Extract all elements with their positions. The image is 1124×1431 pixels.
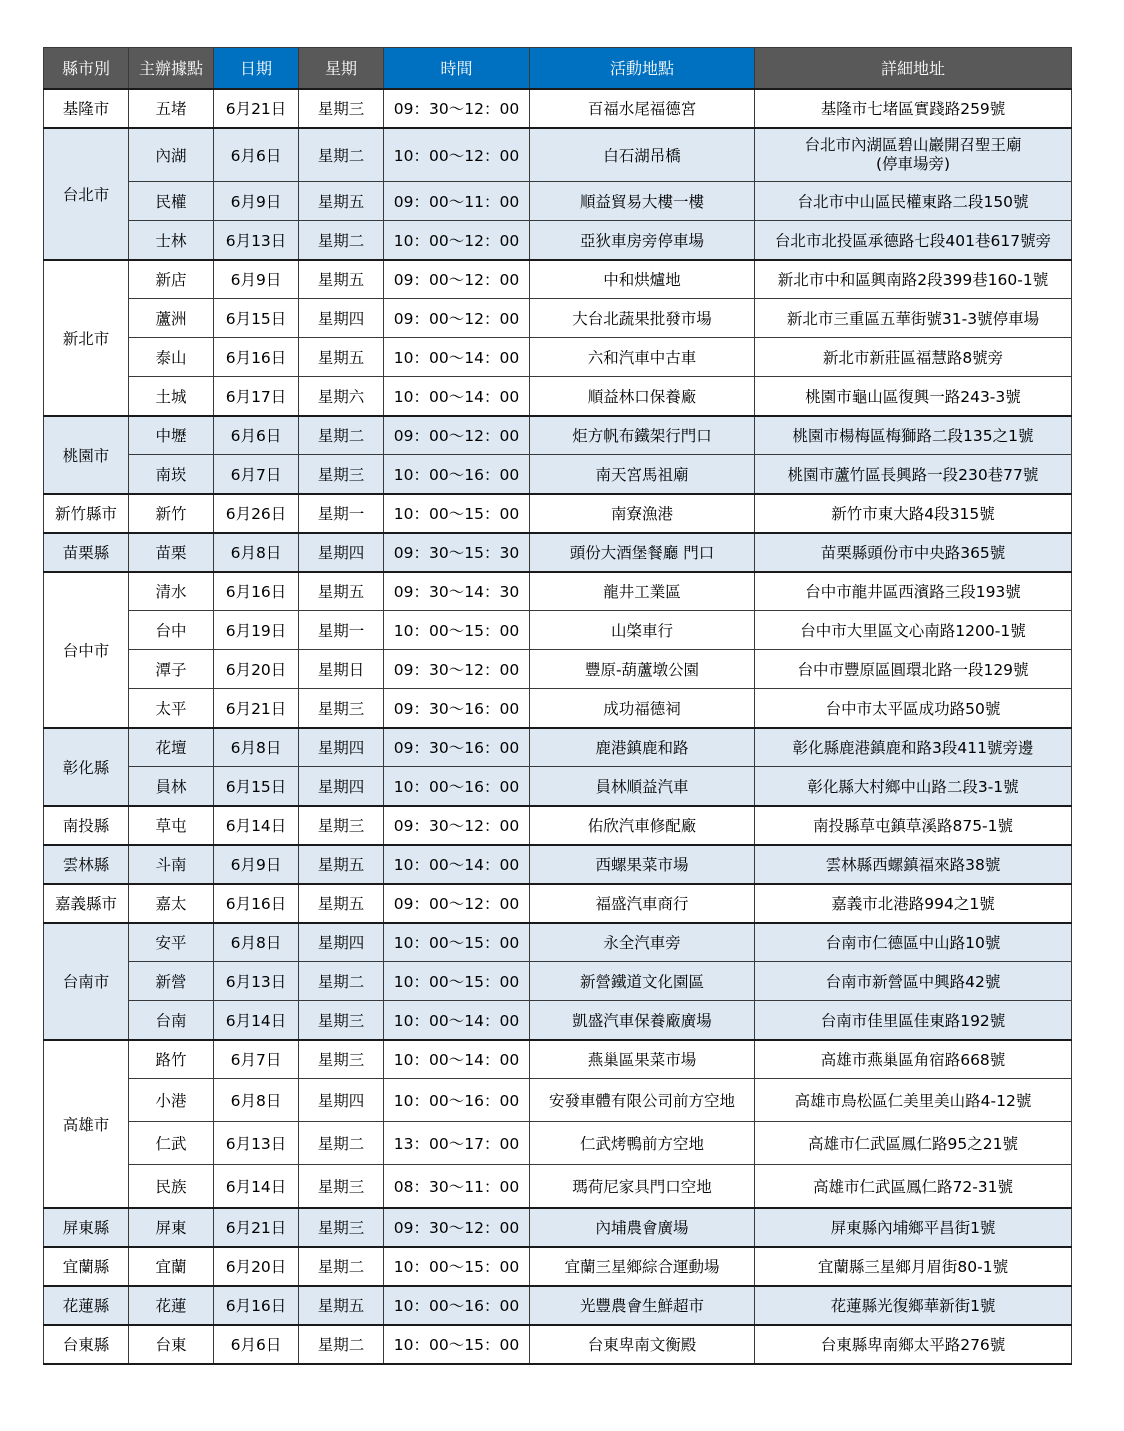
address-cell: 台東縣卑南鄉太平路276號 (755, 1325, 1072, 1364)
address-cell: 新北市三重區五華街號31-3號停車場 (755, 299, 1072, 338)
place-cell: 瑪荷尼家具門口空地 (530, 1165, 755, 1208)
table-row (44, 767, 1072, 806)
time-cell: 10：00～15：00 (384, 962, 530, 1001)
time-cell: 09：00～12：00 (384, 416, 530, 455)
place-cell: 炬方帆布鐵架行門口 (530, 416, 755, 455)
date-cell: 6月6日 (214, 1325, 299, 1364)
address-cell: 新竹市東大路4段315號 (755, 494, 1072, 533)
time-cell: 10：00～15：00 (384, 494, 530, 533)
weekday-cell: 星期五 (299, 260, 384, 299)
time-cell: 10：00～16：00 (384, 1079, 530, 1122)
table-row (44, 1040, 1072, 1079)
date-cell: 6月17日 (214, 377, 299, 416)
table-row (44, 221, 1072, 260)
weekday-cell: 星期二 (299, 221, 384, 260)
weekday-cell: 星期四 (299, 299, 384, 338)
table-row (44, 884, 1072, 923)
address-cell: 高雄市鳥松區仁美里美山路4-12號 (755, 1079, 1072, 1122)
header-time: 時間 (384, 48, 530, 89)
site-cell: 員林 (129, 767, 214, 806)
site-cell: 台中 (129, 611, 214, 650)
address-cell: 高雄市燕巢區角宿路668號 (755, 1040, 1072, 1079)
city-cell: 新北市 (44, 260, 129, 416)
weekday-cell: 星期日 (299, 650, 384, 689)
site-cell: 新營 (129, 962, 214, 1001)
table-row (44, 689, 1072, 728)
table-row (44, 1165, 1072, 1208)
city-cell: 雲林縣 (44, 845, 129, 884)
site-cell: 屏東 (129, 1208, 214, 1247)
weekday-cell: 星期二 (299, 416, 384, 455)
date-cell: 6月20日 (214, 1247, 299, 1286)
place-cell: 光豐農會生鮮超市 (530, 1286, 755, 1325)
table-row (44, 1079, 1072, 1122)
date-cell: 6月14日 (214, 806, 299, 845)
time-cell: 09：00～12：00 (384, 260, 530, 299)
site-cell: 潭子 (129, 650, 214, 689)
weekday-cell: 星期四 (299, 1079, 384, 1122)
place-cell: 龍井工業區 (530, 572, 755, 611)
date-cell: 6月13日 (214, 221, 299, 260)
date-cell: 6月9日 (214, 845, 299, 884)
weekday-cell: 星期六 (299, 377, 384, 416)
date-cell: 6月16日 (214, 338, 299, 377)
table-row (44, 416, 1072, 455)
weekday-cell: 星期三 (299, 1165, 384, 1208)
date-cell: 6月15日 (214, 767, 299, 806)
time-cell: 10：00～12：00 (384, 221, 530, 260)
weekday-cell: 星期四 (299, 533, 384, 572)
city-cell: 花蓮縣 (44, 1286, 129, 1325)
place-cell: 六和汽車中古車 (530, 338, 755, 377)
time-cell: 10：00～14：00 (384, 338, 530, 377)
header-date: 日期 (214, 48, 299, 89)
place-cell: 山棨車行 (530, 611, 755, 650)
header-address: 詳細地址 (755, 48, 1072, 89)
address-cell: 台中市大里區文心南路1200-1號 (755, 611, 1072, 650)
site-cell: 南崁 (129, 455, 214, 494)
table-row (44, 533, 1072, 572)
city-cell: 屏東縣 (44, 1208, 129, 1247)
weekday-cell: 星期二 (299, 1247, 384, 1286)
site-cell: 小港 (129, 1079, 214, 1122)
city-cell: 南投縣 (44, 806, 129, 845)
place-cell: 南天宮馬祖廟 (530, 455, 755, 494)
site-cell: 土城 (129, 377, 214, 416)
time-cell: 09：30～12：00 (384, 89, 530, 128)
site-cell: 新竹 (129, 494, 214, 533)
table-row (44, 611, 1072, 650)
weekday-cell: 星期三 (299, 689, 384, 728)
site-cell: 花壇 (129, 728, 214, 767)
city-cell: 台中市 (44, 572, 129, 728)
time-cell: 09：30～16：00 (384, 728, 530, 767)
time-cell: 09：30～12：00 (384, 1208, 530, 1247)
weekday-cell: 星期二 (299, 128, 384, 182)
site-cell: 士林 (129, 221, 214, 260)
date-cell: 6月6日 (214, 128, 299, 182)
address-cell: 雲林縣西螺鎮福來路38號 (755, 845, 1072, 884)
address-cell: 屏東縣內埔鄉平昌街1號 (755, 1208, 1072, 1247)
city-cell: 嘉義縣市 (44, 884, 129, 923)
header-row (44, 48, 1072, 89)
time-cell: 09：00～11：00 (384, 182, 530, 221)
table-row (44, 923, 1072, 962)
date-cell: 6月9日 (214, 182, 299, 221)
place-cell: 內埔農會廣場 (530, 1208, 755, 1247)
table-row (44, 1286, 1072, 1325)
place-cell: 亞狄車房旁停車場 (530, 221, 755, 260)
time-cell: 09：30～16：00 (384, 689, 530, 728)
date-cell: 6月26日 (214, 494, 299, 533)
time-cell: 09：30～15：30 (384, 533, 530, 572)
city-cell: 基隆市 (44, 89, 129, 128)
place-cell: 安發車體有限公司前方空地 (530, 1079, 755, 1122)
table-row (44, 572, 1072, 611)
date-cell: 6月7日 (214, 1040, 299, 1079)
event-schedule-table (43, 47, 1072, 1365)
time-cell: 10：00～14：00 (384, 845, 530, 884)
address-cell: 台南市新營區中興路42號 (755, 962, 1072, 1001)
place-cell: 大台北蔬果批發市場 (530, 299, 755, 338)
weekday-cell: 星期三 (299, 1040, 384, 1079)
time-cell: 10：00～16：00 (384, 1286, 530, 1325)
address-cell: 基隆市七堵區實踐路259號 (755, 89, 1072, 128)
date-cell: 6月16日 (214, 884, 299, 923)
table-row (44, 1208, 1072, 1247)
address-cell: 台北市中山區民權東路二段150號 (755, 182, 1072, 221)
weekday-cell: 星期三 (299, 1208, 384, 1247)
address-cell: 南投縣草屯鎮草溪路875-1號 (755, 806, 1072, 845)
city-cell: 高雄市 (44, 1040, 129, 1208)
address-cell: 台中市龍井區西濱路三段193號 (755, 572, 1072, 611)
weekday-cell: 星期五 (299, 572, 384, 611)
site-cell: 台東 (129, 1325, 214, 1364)
weekday-cell: 星期四 (299, 767, 384, 806)
weekday-cell: 星期四 (299, 728, 384, 767)
time-cell: 10：00～14：00 (384, 1040, 530, 1079)
table-row (44, 1325, 1072, 1364)
place-cell: 凱盛汽車保養廠廣場 (530, 1001, 755, 1040)
time-cell: 10：00～15：00 (384, 1247, 530, 1286)
city-cell: 台東縣 (44, 1325, 129, 1364)
address-cell: 台南市仁德區中山路10號 (755, 923, 1072, 962)
address-cell: 高雄市仁武區鳳仁路72-31號 (755, 1165, 1072, 1208)
date-cell: 6月14日 (214, 1165, 299, 1208)
address-cell: 苗栗縣頭份市中央路365號 (755, 533, 1072, 572)
place-cell: 成功福德祠 (530, 689, 755, 728)
city-cell: 新竹縣市 (44, 494, 129, 533)
site-cell: 內湖 (129, 128, 214, 182)
address-cell: 彰化縣鹿港鎮鹿和路3段411號旁邊 (755, 728, 1072, 767)
date-cell: 6月16日 (214, 1286, 299, 1325)
place-cell: 西螺果菜市場 (530, 845, 755, 884)
time-cell: 10：00～15：00 (384, 611, 530, 650)
table-row (44, 182, 1072, 221)
place-cell: 南寮漁港 (530, 494, 755, 533)
table-body (44, 89, 1072, 1364)
address-cell: 台中市太平區成功路50號 (755, 689, 1072, 728)
header-weekday: 星期 (299, 48, 384, 89)
weekday-cell: 星期一 (299, 611, 384, 650)
city-cell: 台南市 (44, 923, 129, 1040)
table-row (44, 89, 1072, 128)
table-row (44, 260, 1072, 299)
site-cell: 嘉太 (129, 884, 214, 923)
site-cell: 五堵 (129, 89, 214, 128)
time-cell: 09：30～12：00 (384, 806, 530, 845)
date-cell: 6月15日 (214, 299, 299, 338)
place-cell: 順益貿易大樓一樓 (530, 182, 755, 221)
address-cell: 桃園市蘆竹區長興路一段230巷77號 (755, 455, 1072, 494)
weekday-cell: 星期三 (299, 806, 384, 845)
time-cell: 10：00～16：00 (384, 767, 530, 806)
time-cell: 08：30～11：00 (384, 1165, 530, 1208)
table-row (44, 1122, 1072, 1165)
table-row (44, 455, 1072, 494)
weekday-cell: 星期二 (299, 1122, 384, 1165)
weekday-cell: 星期五 (299, 338, 384, 377)
weekday-cell: 星期三 (299, 89, 384, 128)
table-row (44, 377, 1072, 416)
site-cell: 苗栗 (129, 533, 214, 572)
place-cell: 宜蘭三星鄉綜合運動場 (530, 1247, 755, 1286)
weekday-cell: 星期五 (299, 182, 384, 221)
city-cell: 彰化縣 (44, 728, 129, 806)
weekday-cell: 星期一 (299, 494, 384, 533)
site-cell: 草屯 (129, 806, 214, 845)
time-cell: 10：00～15：00 (384, 923, 530, 962)
table-row (44, 128, 1072, 182)
date-cell: 6月13日 (214, 1122, 299, 1165)
site-cell: 太平 (129, 689, 214, 728)
site-cell: 清水 (129, 572, 214, 611)
date-cell: 6月8日 (214, 533, 299, 572)
site-cell: 民權 (129, 182, 214, 221)
site-cell: 民族 (129, 1165, 214, 1208)
site-cell: 新店 (129, 260, 214, 299)
weekday-cell: 星期五 (299, 845, 384, 884)
table-row (44, 806, 1072, 845)
table-row (44, 338, 1072, 377)
time-cell: 09：00～12：00 (384, 884, 530, 923)
place-cell: 白石湖吊橋 (530, 128, 755, 182)
date-cell: 6月7日 (214, 455, 299, 494)
site-cell: 蘆洲 (129, 299, 214, 338)
header-city: 縣市別 (44, 48, 129, 89)
date-cell: 6月8日 (214, 923, 299, 962)
date-cell: 6月13日 (214, 962, 299, 1001)
place-cell: 福盛汽車商行 (530, 884, 755, 923)
time-cell: 10：00～14：00 (384, 377, 530, 416)
site-cell: 花蓮 (129, 1286, 214, 1325)
time-cell: 09：30～12：00 (384, 650, 530, 689)
place-cell: 中和烘爐地 (530, 260, 755, 299)
address-cell: 高雄市仁武區鳳仁路95之21號 (755, 1122, 1072, 1165)
address-cell: 新北市中和區興南路2段399巷160-1號 (755, 260, 1072, 299)
site-cell: 泰山 (129, 338, 214, 377)
address-cell: 台南市佳里區佳東路192號 (755, 1001, 1072, 1040)
place-cell: 百福水尾福德宮 (530, 89, 755, 128)
time-cell: 10：00～12：00 (384, 128, 530, 182)
weekday-cell: 星期五 (299, 1286, 384, 1325)
time-cell: 10：00～14：00 (384, 1001, 530, 1040)
city-cell: 台北市 (44, 128, 129, 260)
site-cell: 安平 (129, 923, 214, 962)
city-cell: 宜蘭縣 (44, 1247, 129, 1286)
date-cell: 6月9日 (214, 260, 299, 299)
address-cell: 新北市新莊區福慧路8號旁 (755, 338, 1072, 377)
table-row (44, 845, 1072, 884)
date-cell: 6月8日 (214, 728, 299, 767)
time-cell: 10：00～16：00 (384, 455, 530, 494)
table-row (44, 299, 1072, 338)
place-cell: 頭份大酒堡餐廳 門口 (530, 533, 755, 572)
date-cell: 6月16日 (214, 572, 299, 611)
table-row (44, 1247, 1072, 1286)
address-cell: 台中市豐原區圓環北路一段129號 (755, 650, 1072, 689)
place-cell: 新營鐵道文化園區 (530, 962, 755, 1001)
date-cell: 6月14日 (214, 1001, 299, 1040)
site-cell: 宜蘭 (129, 1247, 214, 1286)
site-cell: 路竹 (129, 1040, 214, 1079)
address-cell: 台北市北投區承德路七段401巷617號旁 (755, 221, 1072, 260)
date-cell: 6月8日 (214, 1079, 299, 1122)
place-cell: 仁武烤鴨前方空地 (530, 1122, 755, 1165)
weekday-cell: 星期三 (299, 455, 384, 494)
table-row (44, 494, 1072, 533)
weekday-cell: 星期三 (299, 1001, 384, 1040)
place-cell: 佑欣汽車修配廠 (530, 806, 755, 845)
place-cell: 順益林口保養廠 (530, 377, 755, 416)
weekday-cell: 星期二 (299, 1325, 384, 1364)
date-cell: 6月20日 (214, 650, 299, 689)
place-cell: 永全汽車旁 (530, 923, 755, 962)
weekday-cell: 星期二 (299, 962, 384, 1001)
time-cell: 09：00～12：00 (384, 299, 530, 338)
place-cell: 台東卑南文衡殿 (530, 1325, 755, 1364)
city-cell: 苗栗縣 (44, 533, 129, 572)
place-cell: 豐原-葫蘆墩公園 (530, 650, 755, 689)
site-cell: 斗南 (129, 845, 214, 884)
date-cell: 6月21日 (214, 89, 299, 128)
date-cell: 6月21日 (214, 689, 299, 728)
date-cell: 6月6日 (214, 416, 299, 455)
place-cell: 鹿港鎮鹿和路 (530, 728, 755, 767)
weekday-cell: 星期四 (299, 923, 384, 962)
address-cell: 宜蘭縣三星鄉月眉街80-1號 (755, 1247, 1072, 1286)
address-cell: 台北市內湖區碧山巖開召聖王廟 (停車場旁) (755, 128, 1072, 182)
address-cell: 彰化縣大村鄉中山路二段3-1號 (755, 767, 1072, 806)
table-row (44, 728, 1072, 767)
time-cell: 10：00～15：00 (384, 1325, 530, 1364)
address-cell: 桃園市楊梅區梅獅路二段135之1號 (755, 416, 1072, 455)
site-cell: 台南 (129, 1001, 214, 1040)
city-cell: 桃園市 (44, 416, 129, 494)
weekday-cell: 星期五 (299, 884, 384, 923)
site-cell: 中壢 (129, 416, 214, 455)
time-cell: 13：00～17：00 (384, 1122, 530, 1165)
place-cell: 燕巢區果菜市場 (530, 1040, 755, 1079)
header-place: 活動地點 (530, 48, 755, 89)
site-cell: 仁武 (129, 1122, 214, 1165)
place-cell: 員林順益汽車 (530, 767, 755, 806)
date-cell: 6月21日 (214, 1208, 299, 1247)
header-site: 主辦據點 (129, 48, 214, 89)
address-cell: 嘉義市北港路994之1號 (755, 884, 1072, 923)
address-cell: 桃園市龜山區復興一路243-3號 (755, 377, 1072, 416)
address-cell: 花蓮縣光復鄉華新街1號 (755, 1286, 1072, 1325)
table-row (44, 650, 1072, 689)
date-cell: 6月19日 (214, 611, 299, 650)
time-cell: 09：30～14：30 (384, 572, 530, 611)
table-row (44, 962, 1072, 1001)
table-row (44, 1001, 1072, 1040)
